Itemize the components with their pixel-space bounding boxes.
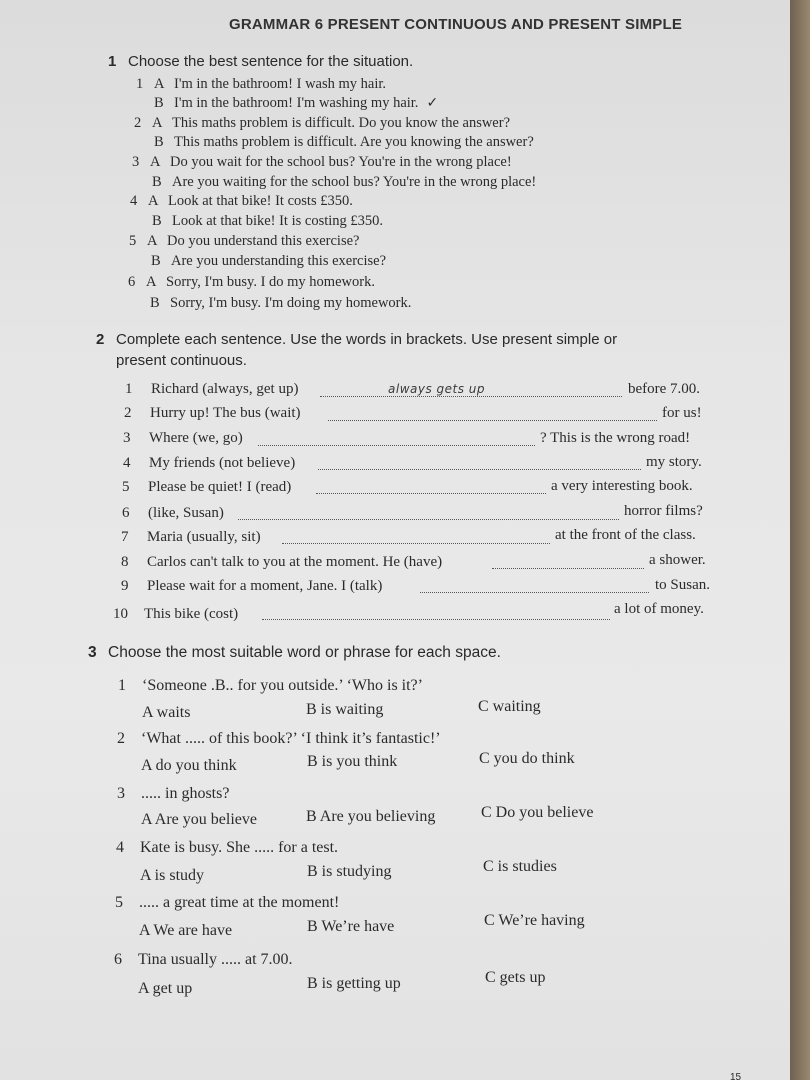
ex1-item-3-a: 3 A Do you wait for the school bus? You're in the wrong place! xyxy=(132,154,512,170)
ex1-item-4-b: B Look at that bike! It is costing £350. xyxy=(152,213,384,229)
exercise-3-number: 3 xyxy=(88,644,97,661)
ex1-item-5-b: B Are you understanding this exercise? xyxy=(151,253,387,269)
ex3-q1-option-a[interactable]: A waits xyxy=(142,704,191,721)
ex3-q3-option-b[interactable]: B Are you believing xyxy=(306,808,436,825)
ex3-q1-option-b[interactable]: B is waiting xyxy=(306,701,384,718)
worksheet-page: GRAMMAR 6 PRESENT CONTINUOUS AND PRESENT SIMPLE 1 Choose the best sentence for the situation. 1 A I'm in the bathroom! I wash my hair. B I'm in the bathroom! I'm washing my hair. ✓ 2 A This maths problem is difficult. Do you know the answer? B This maths problem is difficult. Are you knowing the answer? 3 A Do you wait for the school bus? You're in the wrong place! B Are you waiting for the school bus? You're in the wrong place! 4 A Look at that bike! It costs £350. B Look at that bike! It is costing £350. 5 A Do you understand this exercise? B Are you understanding this exercise? 6 A Sorry, I'm busy. I do my homework. B Sorry, I'm busy. I'm doing my homework. 2 Complete each sentence. Use the words in brackets. Use present simple or present continuous. 1 Richard (always, get up) always gets up before 7.00. 2 Hurry up! The bus (wait) for us! 3 Where (we, go) ? This is the wrong road! 4 My friends (not believe) my story. 5 Please be quiet! I (read) a very interesting book. 6 (like, Susan) horror films? 7 Maria (usually, sit) at the front of the class. 8 Carlos can't talk to you at the moment. He (have) a shower. 9 Please wait for a moment, Jane. I (talk) to Susan. 10 This bike (cost) a lot of money. 3 Choose the most suitable word or phrase for each space. 1 ‘Someone .B.. for you outside.’ ‘Who is it?’ A waits B is waiting C waiting 2 ‘What ..... of this book?’ ‘I think it’s fantastic!’ A do you think B is you think C you do think 3 ..... in ghosts? A Are you believe B Are you believing C Do you believe 4 Kate is busy. She ..... for a test. A is study B is studying C is studies 5 ..... a great time at the moment! A We are have B We’re have C We’re having 6 Tina usually ..... at 7.00. A get up B is getting up C gets up 15 xyxy=(0,0,790,1080)
answer-blank[interactable] xyxy=(420,592,649,593)
handwritten-answer: always gets up xyxy=(388,382,486,396)
answer-blank[interactable] xyxy=(258,445,535,446)
ex1-item-3-b: B Are you waiting for the school bus? You're in the wrong place! xyxy=(152,174,537,190)
ex1-item-4-a: 4 A Look at that bike! It costs £350. xyxy=(130,193,353,209)
ex3-q2-option-b[interactable]: B is you think xyxy=(307,753,398,770)
ex1-item-6-a: 6 A Sorry, I'm busy. I do my homework. xyxy=(128,274,375,290)
exercise-2-instruction-line-1: Complete each sentence. Use the words in brackets. Use present simple or xyxy=(116,331,618,348)
answer-blank[interactable] xyxy=(318,469,641,470)
ex2-item-10-ending: a lot of money. xyxy=(614,601,704,617)
ex3-q3-option-c[interactable]: C Do you believe xyxy=(481,804,594,821)
ex2-item-7-ending: at the front of the class. xyxy=(555,527,696,543)
ex2-item-8-ending: a shower. xyxy=(649,552,706,568)
check-mark-icon: ✓ xyxy=(426,95,439,111)
ex2-item-3-ending: ? This is the wrong road! xyxy=(540,430,691,446)
ex3-question-5: 5 ..... a great time at the moment! xyxy=(115,894,340,911)
answer-blank[interactable] xyxy=(320,396,622,397)
ex3-question-6: 6 Tina usually ..... at 7.00. xyxy=(114,951,293,968)
ex3-q2-option-c[interactable]: C you do think xyxy=(479,750,575,767)
ex2-item-4-ending: my story. xyxy=(646,454,702,470)
answer-blank[interactable] xyxy=(238,519,619,520)
exercise-2-number: 2 xyxy=(96,331,105,348)
ex3-q5-option-a[interactable]: A We are have xyxy=(139,922,233,939)
page-number: 15 xyxy=(730,1072,742,1080)
ex3-q6-option-c[interactable]: C gets up xyxy=(485,969,546,986)
ex2-item-1-ending: before 7.00. xyxy=(628,381,701,397)
ex3-question-4: 4 Kate is busy. She ..... for a test. xyxy=(116,839,339,856)
ex1-item-1-b: B I'm in the bathroom! I'm washing my hair. ✓ xyxy=(154,95,439,111)
exercise-3-instruction: Choose the most suitable word or phrase for each space. xyxy=(108,644,501,661)
ex2-item-9-ending: to Susan. xyxy=(655,577,711,593)
exercise-2-instruction-line-2: present continuous. xyxy=(116,352,247,369)
ex3-q4-option-b[interactable]: B is studying xyxy=(307,863,392,880)
answer-blank[interactable] xyxy=(262,619,610,620)
answer-blank[interactable] xyxy=(328,420,657,421)
ex2-item-2-ending: for us! xyxy=(662,405,702,421)
ex1-item-5-a: 5 A Do you understand this exercise? xyxy=(129,233,360,249)
ex2-item-6-ending: horror films? xyxy=(624,503,703,519)
exercise-1-instruction: Choose the best sentence for the situation. xyxy=(128,53,414,70)
answer-blank[interactable] xyxy=(282,543,550,544)
table-surface xyxy=(790,0,810,1080)
ex3-q3-option-a[interactable]: A Are you believe xyxy=(141,811,257,828)
ex1-item-6-b: B Sorry, I'm busy. I'm doing my homework. xyxy=(150,295,412,311)
ex1-item-1-a: 1 A I'm in the bathroom! I wash my hair. xyxy=(136,76,387,92)
ex3-q5-option-b[interactable]: B We’re have xyxy=(307,918,395,935)
ex3-question-3: 3 ..... in ghosts? xyxy=(117,785,230,802)
ex3-q4-option-a[interactable]: A is study xyxy=(140,867,205,884)
answer-blank[interactable] xyxy=(316,493,546,494)
exercise-3-heading xyxy=(88,644,501,662)
ex3-q5-option-c[interactable]: C We’re having xyxy=(484,912,585,929)
ex3-q6-option-b[interactable]: B is getting up xyxy=(307,975,401,992)
ex3-question-2: 2 ‘What ..... of this book?’ ‘I think it’s fantastic!’ xyxy=(117,730,441,747)
ex3-q6-option-a[interactable]: A get up xyxy=(138,980,193,997)
ex2-item-5-ending: a very interesting book. xyxy=(551,478,693,494)
answer-blank[interactable] xyxy=(492,568,644,569)
ex1-item-2-a: 2 A This maths problem is difficult. Do you know the answer? xyxy=(134,115,511,131)
ex3-q1-option-c[interactable]: C waiting xyxy=(478,698,541,715)
page-title: GRAMMAR 6 PRESENT CONTINUOUS AND PRESENT SIMPLE xyxy=(229,16,683,33)
exercise-1-number: 1 xyxy=(108,53,117,70)
exercise-2-heading xyxy=(96,331,617,348)
ex3-q2-option-a[interactable]: A do you think xyxy=(141,757,237,774)
exercise-1-heading xyxy=(108,53,413,70)
ex1-item-2-b: B This maths problem is difficult. Are you knowing the answer? xyxy=(154,134,534,150)
ex3-question-1: 1 ‘Someone .B.. for you outside.’ ‘Who is it?’ xyxy=(118,677,423,694)
ex3-q4-option-c[interactable]: C is studies xyxy=(483,858,557,875)
